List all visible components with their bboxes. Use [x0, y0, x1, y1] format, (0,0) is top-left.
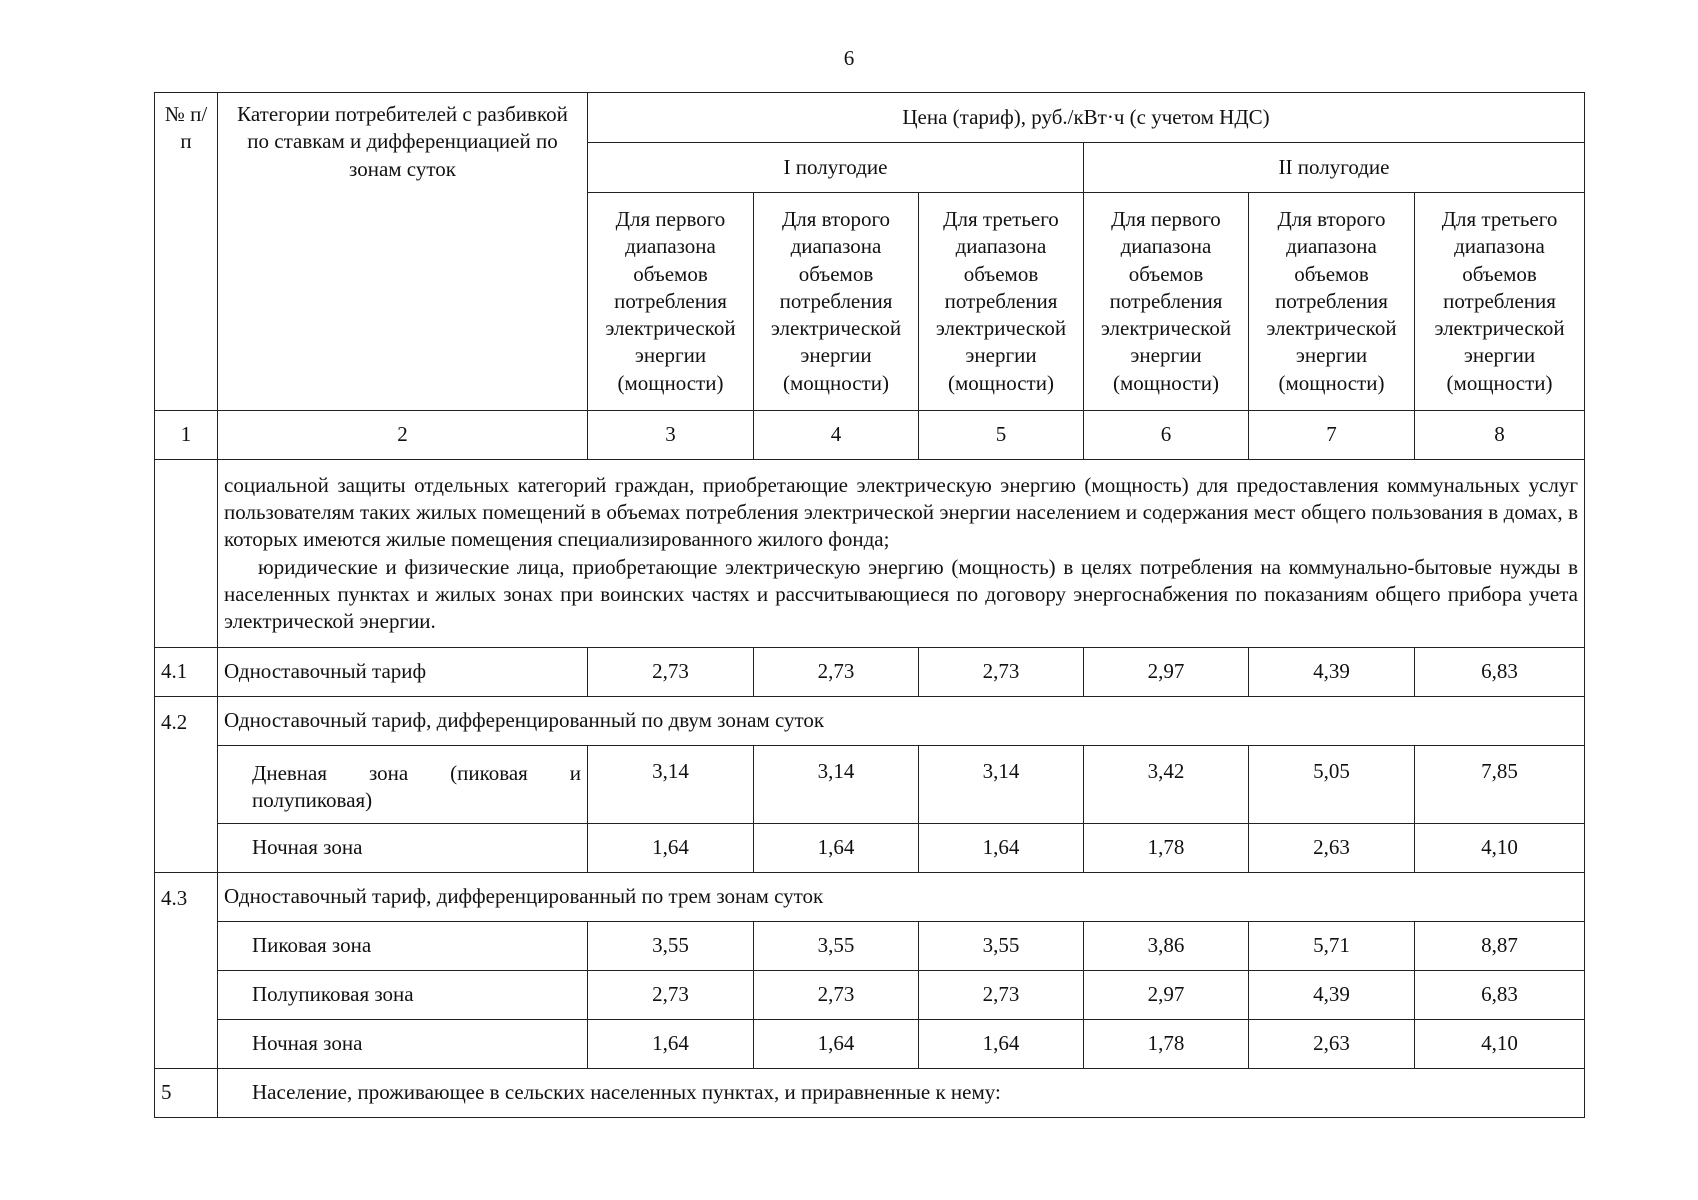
table-row	[155, 648, 1585, 697]
row-label: Одноставочный тариф, дифференцированный по трем зонам суток	[218, 873, 1585, 922]
price-cell: 3,14	[754, 746, 919, 824]
price-cell: 6,83	[1415, 648, 1585, 697]
header-range-2: Для второго диапазона объемов потребления электрической энергии (мощности)	[754, 193, 919, 411]
price-cell: 7,85	[1415, 746, 1585, 824]
table-row	[155, 697, 1585, 746]
zone-label: Дневная зона (пиковая и полупиковая)	[252, 761, 581, 813]
table-row	[155, 1020, 1585, 1069]
price-cell: 3,55	[588, 922, 754, 971]
table-row	[155, 971, 1585, 1020]
price-cell: 6,83	[1415, 971, 1585, 1020]
price-cell: 4,39	[1249, 648, 1415, 697]
price-cell: 1,64	[588, 1020, 754, 1069]
price-cell: 2,97	[1084, 971, 1249, 1020]
price-cell: 1,64	[754, 1020, 919, 1069]
price-cell: 2,63	[1249, 1020, 1415, 1069]
header-range-5: Для второго диапазона объемов потребления электрической энергии (мощности)	[1249, 193, 1415, 411]
header-half1: I полугодие	[588, 143, 1084, 193]
col-number: 8	[1415, 411, 1585, 460]
continuation-para-1: социальной защиты отдельных категорий граждан, приобретающие электрическую энергию (мощность) для предоставления коммунальных услуг пользователям таких жилых помещений в объемах потребления электрической энергии населением и содержания мест общего пользования в домах, в которых имеются жилые помещения специализированного жилого фонда;	[224, 472, 1579, 552]
table-row	[155, 873, 1585, 922]
header-half2: II полугодие	[1084, 143, 1585, 193]
col-number: 6	[1084, 411, 1249, 460]
tariff-table	[154, 92, 1585, 1118]
price-cell: 1,64	[919, 824, 1084, 873]
price-cell: 4,10	[1415, 1020, 1585, 1069]
page-number: 6	[843, 46, 855, 70]
price-cell: 3,14	[588, 746, 754, 824]
price-cell: 5,05	[1249, 746, 1415, 824]
row-num: 5	[155, 1069, 218, 1118]
price-cell: 2,73	[754, 648, 919, 697]
row-label: Одноставочный тариф, дифференцированный по двум зонам суток	[218, 697, 1585, 746]
price-cell: 3,55	[919, 922, 1084, 971]
continuation-num-cell	[155, 460, 218, 648]
price-cell: 3,55	[754, 922, 919, 971]
row-num: 4.1	[155, 648, 218, 697]
header-category: Категории потребителей с разбивкой по ставкам и дифференциацией по зонам суток	[218, 93, 588, 411]
row-label: Одноставочный тариф	[218, 648, 588, 697]
price-cell: 3,42	[1084, 746, 1249, 824]
price-cell: 3,14	[919, 746, 1084, 824]
price-cell: 2,97	[1084, 648, 1249, 697]
price-cell: 2,73	[754, 971, 919, 1020]
row-label: Пиковая зона	[218, 922, 588, 971]
row-label: Ночная зона	[218, 824, 588, 873]
price-cell: 1,78	[1084, 824, 1249, 873]
col-number: 2	[218, 411, 588, 460]
price-cell: 2,73	[588, 648, 754, 697]
header-range-6: Для третьего диапазона объемов потребления электрической энергии (мощности)	[1415, 193, 1585, 411]
row-label: Население, проживающее в сельских населенных пунктах, и приравненные к нему:	[218, 1069, 1585, 1118]
header-range-3: Для третьего диапазона объемов потребления электрической энергии (мощности)	[919, 193, 1084, 411]
col-number: 5	[919, 411, 1084, 460]
price-cell: 5,71	[1249, 922, 1415, 971]
continuation-text	[218, 460, 1585, 648]
price-cell: 2,73	[919, 971, 1084, 1020]
header-range-4: Для первого диапазона объемов потребления электрической энергии (мощности)	[1084, 193, 1249, 411]
row-label	[218, 746, 588, 824]
price-cell: 4,39	[1249, 971, 1415, 1020]
row-label: Ночная зона	[218, 1020, 588, 1069]
col-number: 3	[588, 411, 754, 460]
col-number: 1	[155, 411, 218, 460]
col-number: 7	[1249, 411, 1415, 460]
col-number: 4	[754, 411, 919, 460]
price-cell: 4,10	[1415, 824, 1585, 873]
price-cell: 1,64	[588, 824, 754, 873]
table-row	[155, 824, 1585, 873]
row-label: Полупиковая зона	[218, 971, 588, 1020]
table-row	[155, 922, 1585, 971]
price-cell: 2,63	[1249, 824, 1415, 873]
price-cell: 2,73	[919, 648, 1084, 697]
row-num: 4.3	[155, 873, 218, 1069]
price-cell: 1,64	[754, 824, 919, 873]
price-cell: 8,87	[1415, 922, 1585, 971]
price-cell: 1,64	[919, 1020, 1084, 1069]
price-cell: 3,86	[1084, 922, 1249, 971]
header-price: Цена (тариф), руб./кВт·ч (с учетом НДС)	[588, 93, 1585, 143]
price-cell: 2,73	[588, 971, 754, 1020]
continuation-para-2: юридические и физические лица, приобретающие электрическую энергию (мощность) в целях потребления на коммунально-бытовые нужды в населенных пунктах и жилых зонах при воинских частях и рассчитывающиеся по договору энергоснабжения по показаниям общего прибора учета электрической энергии.	[224, 554, 1579, 634]
header-range-1: Для первого диапазона объемов потребления электрической энергии (мощности)	[588, 193, 754, 411]
price-cell: 1,78	[1084, 1020, 1249, 1069]
header-num: № п/п	[155, 93, 218, 411]
table-row	[155, 746, 1585, 824]
table-row	[155, 1069, 1585, 1118]
row-num: 4.2	[155, 697, 218, 873]
